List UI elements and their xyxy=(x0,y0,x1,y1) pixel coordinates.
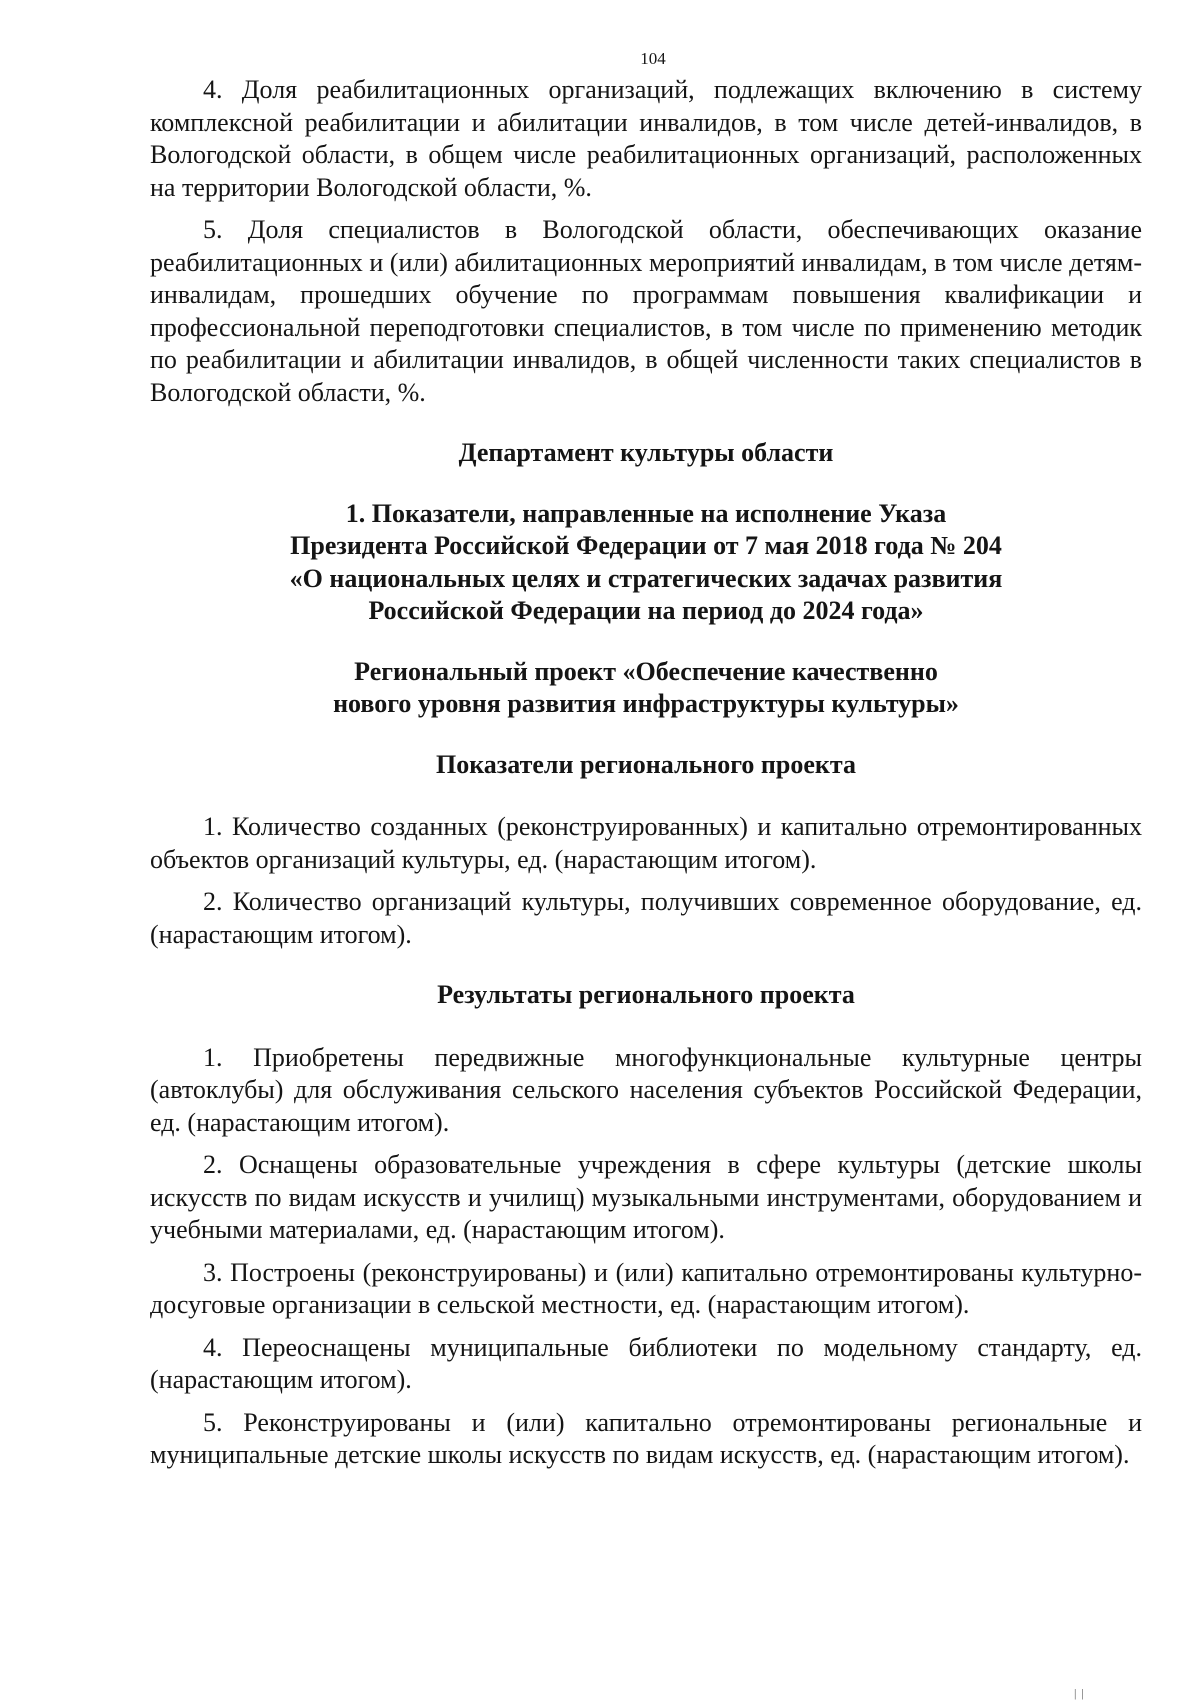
project-heading-line: Региональный проект «Обеспечение качественно xyxy=(354,656,938,686)
indicators-heading: Показатели регионального проекта xyxy=(436,749,856,779)
result-item: 3. Построены (реконструированы) и (или) капитально отремонтированы культурно-досуговые организации в сельской местности, ед. (нарастающим итогом). xyxy=(150,1257,1142,1319)
decree-heading-line: 1. Показатели, направленные на исполнение Указа xyxy=(345,498,947,528)
result-item: 4. Переоснащены муниципальные библиотеки по модельному стандарту, ед. (нарастающим итогом). xyxy=(150,1332,1142,1394)
decree-heading-line: «О национальных целях и стратегических задачах развития xyxy=(289,563,1003,593)
document-page xyxy=(150,48,1142,1472)
scan-artifact: | | xyxy=(1074,1686,1085,1700)
decree-heading-line: Российской Федерации на период до 2024 года» xyxy=(368,596,924,625)
project-heading xyxy=(150,656,1142,721)
results-heading: Результаты регионального проекта xyxy=(437,980,855,1009)
indicator-item: 2. Количество организаций культуры, получивших современное оборудование, ед. (нарастающим итогом). xyxy=(150,887,1142,949)
result-item: 5. Реконструированы и (или) капитально отремонтированы региональные и муниципальные детские школы искусств по видам искусств, ед. (нарастающим итогом). xyxy=(150,1407,1142,1469)
decree-heading-line: Президента Российской Федерации от 7 мая 2018 года № 204 xyxy=(290,531,1002,560)
department-heading: Департамент культуры области xyxy=(458,438,834,467)
page-number: 104 xyxy=(640,49,666,68)
result-item: 2. Оснащены образовательные учреждения в сфере культуры (детские школы искусств по видам искусств и училищ) музыкальными инструментами, оборудованием и учебными материалами, ед. (нарастающим итогом). xyxy=(150,1150,1142,1244)
result-item: 1. Приобретены передвижные многофункциональные культурные центры (автоклубы) для обслуживания сельского населения субъектов Российской Федерации, ед. (нарастающим итогом). xyxy=(150,1042,1142,1137)
intro-item-5: 5. Доля специалистов в Вологодской области, обеспечивающих оказание реабилитационных и (или) абилитационных мероприятий инвалидам, в том числе детям-инвалидам, прошедших обучение по программам повышения квалификации и профессиональной переподготовки специалистов, в том числе по применению методик по реабилитации и абилитации инвалидов, в общей численности таких специалистов в Вологодской области, %. xyxy=(150,215,1142,407)
decree-heading xyxy=(150,498,1142,628)
project-heading-line: нового уровня развития инфраструктуры культуры» xyxy=(333,689,959,718)
indicator-item: 1. Количество созданных (реконструированных) и капитально отремонтированных объектов организаций культуры, ед. (нарастающим итогом). xyxy=(150,812,1142,874)
intro-item-4: 4. Доля реабилитационных организаций, подлежащих включению в систему комплексной реабилитации и абилитации инвалидов, в том числе детей-инвалидов, в Вологодской области, в общем числе реабилитационных организаций, расположенных на территории Вологодской области, %. xyxy=(150,75,1142,202)
